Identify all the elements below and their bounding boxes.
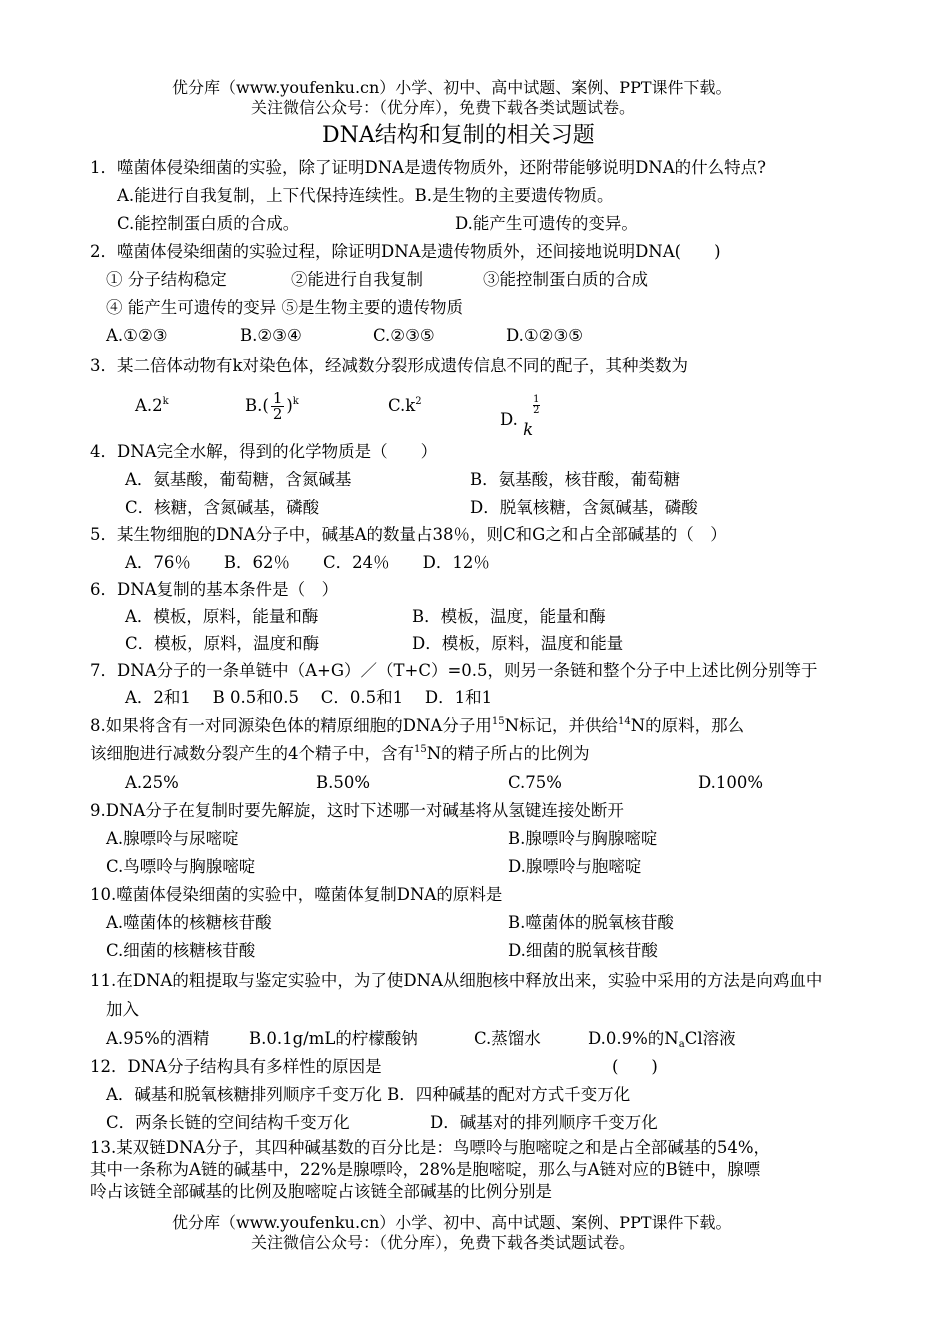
option-d-subscript: a [678, 1039, 685, 1050]
option-d-exponent-fraction [533, 395, 539, 416]
option-a-base: A.2 [135, 396, 163, 415]
question-11-option-a: A.95%的酒精 [106, 1029, 210, 1048]
option-b-close: ) [286, 396, 293, 415]
stem-part-1: 8.如果将含有一对同源染色体的精原细胞的DNA分子用 [90, 716, 492, 735]
option-d-part-1: D.0.9%的N [588, 1029, 679, 1048]
question-13-line-3: 呤占该链全部碱基的比例及胞嘧啶占该链全部碱基的比例分别是 [90, 1182, 552, 1201]
question-8-option-c: C.75% [508, 773, 562, 792]
question-1-options-ab: A.能进行自我复制，上下代保持连续性。B.是生物的主要遗传物质。 [117, 186, 614, 205]
question-9-option-c: C.鸟嘌呤与胸腺嘧啶 [106, 857, 256, 876]
stem-part-4: 该细胞进行减数分裂产生的4个精子中，含有 [90, 744, 414, 763]
question-9-stem: 9.DNA分子在复制时要先解旋，这时下述哪一对碱基将从氢键连接处断开 [90, 801, 624, 820]
question-3-option-a [135, 395, 169, 417]
question-8-option-d: D.100% [698, 773, 764, 792]
question-10-stem: 10.噬菌体侵染细菌的实验中，噬菌体复制DNA的原料是 [90, 885, 503, 904]
isotope-15-again: 15 [414, 744, 427, 755]
question-4-option-a: A．氨基酸，葡萄糖，含氮碱基 [125, 470, 352, 489]
footer-line-1: 优分库（www.youfenku.cn）小学、初中、高中试题、案例、PPT课件下载。 [172, 1213, 732, 1232]
question-3-option-c [388, 395, 422, 417]
question-12-option-d: D．碱基对的排列顺序千变万化 [430, 1113, 658, 1132]
question-5-stem: 5．某生物细胞的DNA分子中，碱基A的数量占38％，则C和G之和占全部碱基的（ ） [90, 525, 727, 544]
question-10-option-c: C.细菌的核糖核苷酸 [106, 941, 256, 960]
exponent-numerator: 1 [533, 394, 540, 405]
question-8-stem-line-1 [90, 715, 744, 737]
isotope-15: 15 [491, 716, 505, 727]
question-3-stem: 3．某二倍体动物有k对染色体，经减数分裂形成遗传信息不同的配子，其种类数为 [90, 356, 688, 375]
question-6-option-c: C．模板，原料，温度和酶 [125, 634, 320, 653]
page-title: DNA结构和复制的相关习题 [322, 123, 595, 148]
option-b-fraction [271, 391, 285, 422]
question-12-stem: 12．DNA分子结构具有多样性的原因是 [90, 1057, 382, 1076]
question-8-option-b: B.50% [316, 773, 371, 792]
question-6-option-a: A．模板，原料，能量和酶 [125, 607, 319, 626]
question-11-option-c: C.蒸馏水 [474, 1029, 541, 1048]
question-1-stem: 1．噬菌体侵染细菌的实验，除了证明DNA是遗传物质外，还附带能够说明DNA的什么特点? [90, 158, 767, 177]
question-10-option-a: A.噬菌体的核糖核苷酸 [106, 913, 272, 932]
header-line-1: 优分库（www.youfenku.cn）小学、初中、高中试题、案例、PPT课件下载。 [172, 78, 732, 97]
question-2-item-3: ③能控制蛋白质的合成 [483, 270, 648, 289]
question-9-option-b: B.腺嘌呤与胸腺嘧啶 [508, 829, 658, 848]
question-4-stem: 4．DNA完全水解，得到的化学物质是（ ） [90, 442, 438, 461]
option-c-exponent: 2 [415, 396, 422, 407]
question-9-option-d: D.腺嘌呤与胞嘧啶 [508, 857, 642, 876]
question-13-line-2: 其中一条称为A链的碱基中，22%是腺嘌呤，28%是胞嘧啶，那么与A链对应的B链中，腺嘌 [90, 1160, 761, 1179]
option-d-base: k [523, 420, 534, 439]
question-2-item-1: ① 分子结构稳定 [106, 270, 227, 289]
question-2-option-a: A.①②③ [106, 326, 168, 345]
question-8-option-a: A.25% [125, 773, 179, 792]
question-12-options-ab: A．碱基和脱氧核糖排列顺序千变万化 B．四种碱基的配对方式千变万化 [106, 1085, 631, 1104]
question-12-option-c: C．两条长链的空间结构千变万化 [106, 1113, 350, 1132]
option-a-exponent: k [162, 396, 169, 407]
question-11-option-b: B.0.1g/mL的柠檬酸钠 [249, 1029, 418, 1048]
question-10-option-d: D.细菌的脱氧核苷酸 [508, 941, 658, 960]
question-4-option-b: B．氨基酸，核苷酸，葡萄糖 [470, 470, 681, 489]
question-5-options: A．76％ B．62％ C．24％ D．12％ [125, 553, 490, 572]
question-2-item-2: ②能进行自我复制 [291, 270, 423, 289]
question-1-option-c: C.能控制蛋白质的合成。 [117, 214, 300, 233]
question-10-option-b: B.噬菌体的脱氧核苷酸 [508, 913, 674, 932]
stem-part-5: N的精子所占的比例为 [426, 744, 590, 763]
header-line-2: 关注微信公众号：（优分库），免费下载各类试题试卷。 [251, 98, 636, 117]
question-12-answer-paren: ( ) [612, 1057, 658, 1076]
question-7-options: A．2和1 B 0.5和0.5 C．0.5和1 D．1和1 [125, 688, 493, 707]
option-b-exponent: k [292, 396, 299, 407]
option-c-base: C.k [388, 396, 416, 415]
question-6-option-b: B．模板，温度，能量和酶 [412, 607, 606, 626]
question-4-option-c: C．核糖，含氮碱基，磷酸 [125, 498, 320, 517]
isotope-14: 14 [618, 716, 631, 727]
question-2-option-b: B.②③④ [240, 326, 302, 345]
question-6-stem: 6．DNA复制的基本条件是（ ） [90, 580, 339, 599]
question-7-stem: 7．DNA分子的一条单链中（A+G）／（T+C）=0.5，则另一条链和整个分子中上述比例分别等于 [90, 661, 818, 680]
fraction-numerator: 1 [272, 389, 283, 407]
exponent-denominator: 2 [533, 405, 540, 416]
question-11-stem-line-1: 11.在DNA的粗提取与鉴定实验中，为了使DNA从细胞核中释放出来，实验中采用的方法是向鸡血中 [90, 971, 823, 990]
question-11-stem-line-2: 加入 [106, 1000, 139, 1019]
option-d-label: D. [500, 410, 518, 429]
question-3-option-b [245, 384, 299, 428]
question-11-option-d [588, 1028, 736, 1050]
question-3-option-d [500, 394, 540, 439]
question-8-stem-line-2 [90, 743, 590, 765]
question-2-items-4-5: ④ 能产生可遗传的变异 ⑤是生物主要的遗传物质 [106, 298, 463, 317]
option-d-part-2: Cl溶液 [684, 1029, 736, 1048]
stem-part-2: N标记，并供给 [504, 716, 618, 735]
question-4-option-d: D．脱氧核糖，含氮碱基，磷酸 [470, 498, 698, 517]
question-2-option-c: C.②③⑤ [373, 326, 435, 345]
question-1-option-d: D.能产生可遗传的变异。 [455, 214, 638, 233]
option-b-open: B.( [245, 396, 269, 415]
question-13-line-1: 13.某双链DNA分子，其四种碱基数的百分比是：鸟嘌呤与胞嘧啶之和是占全部碱基的54%， [90, 1138, 770, 1157]
fraction-denominator: 2 [272, 405, 283, 423]
footer-line-2: 关注微信公众号：（优分库），免费下载各类试题试卷。 [251, 1233, 636, 1252]
question-6-option-d: D．模板，原料，温度和能量 [412, 634, 624, 653]
question-2-option-d: D.①②③⑤ [506, 326, 584, 345]
stem-part-3: N的原料，那么 [630, 716, 745, 735]
question-9-option-a: A.腺嘌呤与尿嘧啶 [106, 829, 239, 848]
question-2-stem: 2．噬菌体侵染细菌的实验过程，除证明DNA是遗传物质外，还间接地说明DNA( ) [90, 242, 721, 261]
